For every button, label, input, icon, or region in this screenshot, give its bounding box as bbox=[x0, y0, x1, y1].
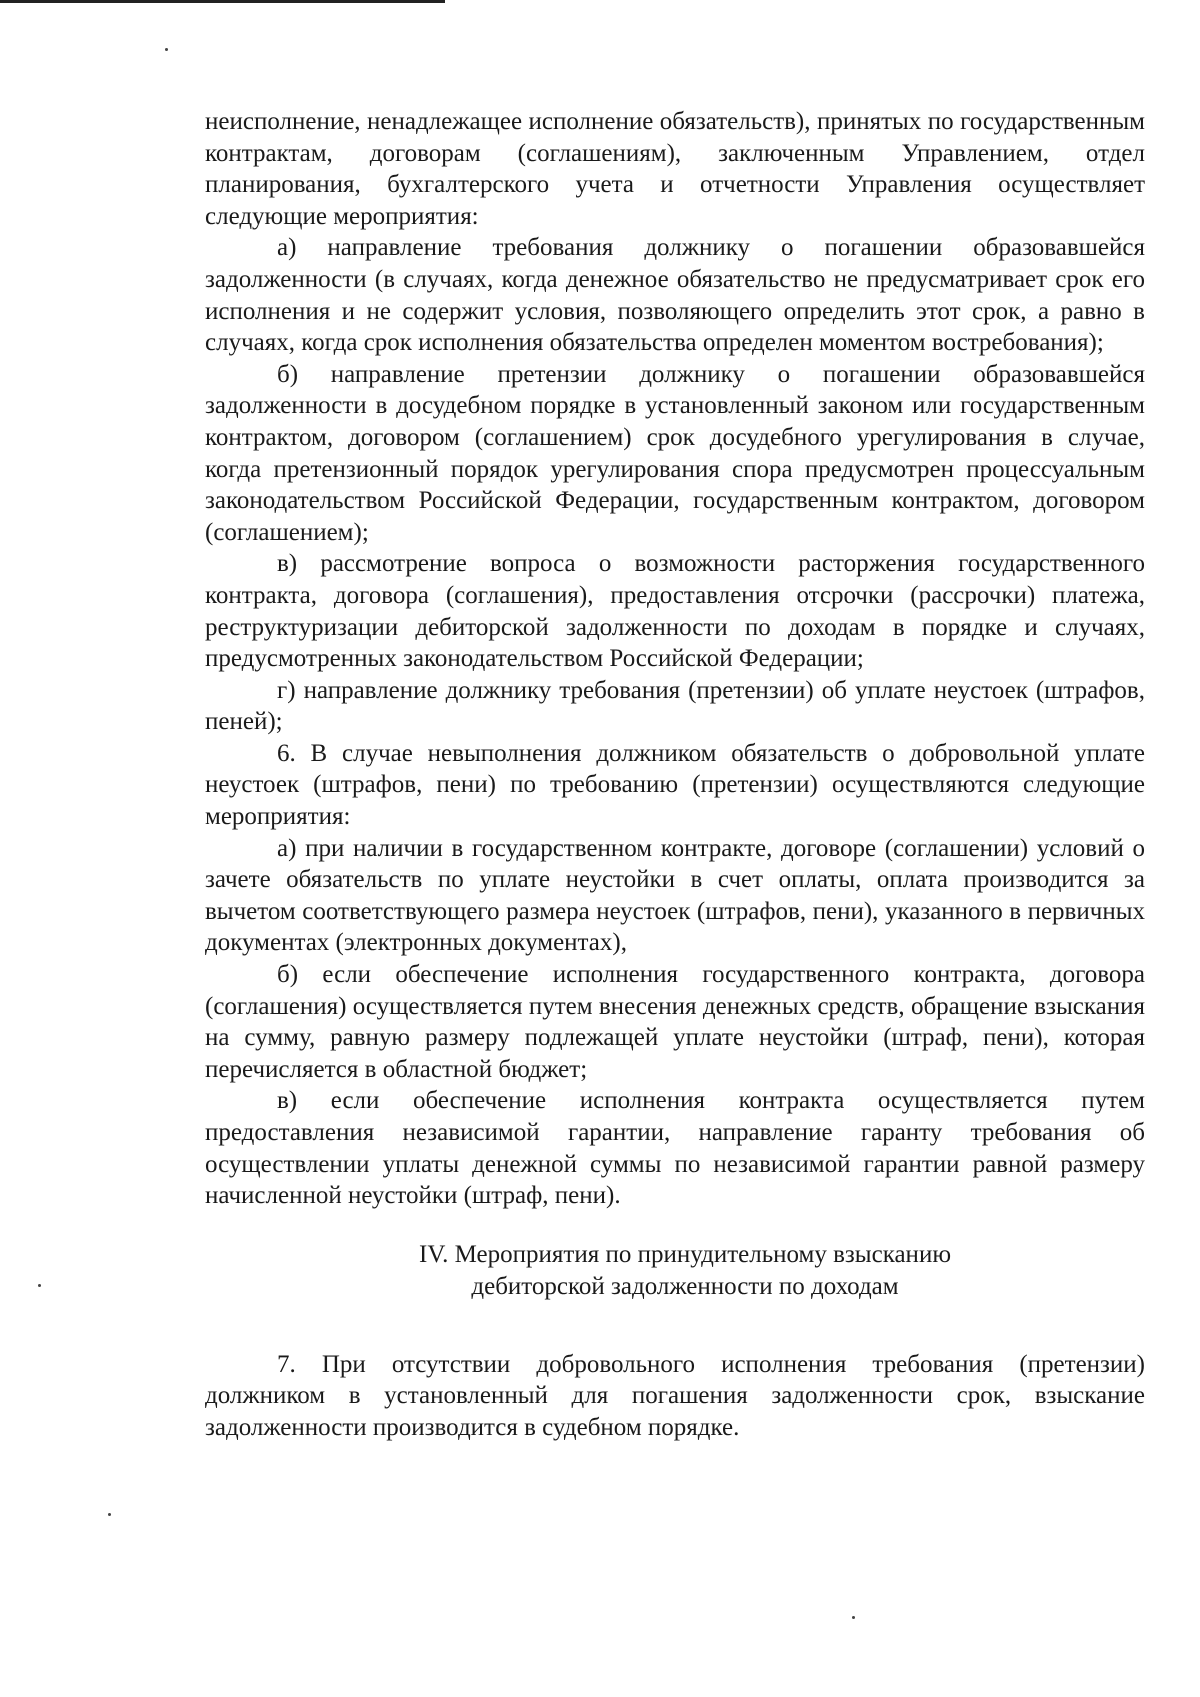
scan-speck bbox=[165, 48, 168, 51]
paragraph: 7. При отсутствии добровольного исполнения требования (претензии) должником в установленный для погашения задолженности срок, взыскание задолженности производится в судебном порядке. bbox=[205, 1350, 1145, 1441]
paragraph: а) направление требования должнику о погашении образовавшейся задолженности (в случаях, когда денежное обязательство не предусматривает срок его исполнения и не содержит условия, позволяющего определить этот срок, а равно в случаях, когда срок исполнения обязательства определен моментом востребования); bbox=[205, 234, 1145, 357]
paragraphs-after-section bbox=[205, 1349, 1145, 1444]
paragraph: неисполнение, ненадлежащее исполнение обязательств), принятых по государственным контрактам, договорам (соглашениям), заключенным Управлением, отдел планирования, бухгалтерского учета и отчетности Управления осуществляет следующие мероприятия: bbox=[205, 108, 1145, 230]
paragraphs-before-section bbox=[205, 106, 1145, 1212]
section-heading-iv bbox=[205, 1239, 1145, 1303]
paragraph: б) направление претензии должнику о погашении образовавшейся задолженности в досудебном порядке в установленный законом или государственным контрактом, договором (соглашением) срок досудебного урегулирования в случае, когда претензионный порядок урегулирования спора предусмотрен процессуальным законодательством Российской Федерации, государственным контрактом, договором (соглашением); bbox=[205, 360, 1145, 546]
paragraph: б) если обеспечение исполнения государственного контракта, договора (соглашения) осуществляется путем внесения денежных средств, обращение взыскания на сумму, равную размеру подлежащей уплате неустойки (штраф, пени), которая перечисляется в областной бюджет; bbox=[205, 961, 1145, 1083]
paragraph: а) при наличии в государственном контракте, договоре (соглашении) условий о зачете обязательств по уплате неустойки в счет оплаты, оплата производится за вычетом соответствующего размера неустоек (штрафов, пени), указанного в первичных документах (электронных документах), bbox=[205, 834, 1145, 957]
scan-speck bbox=[852, 1616, 855, 1619]
section-heading-line-1: IV. Мероприятия по принудительному взысканию bbox=[419, 1240, 951, 1268]
scan-speck bbox=[108, 1513, 111, 1516]
paragraph: в) рассмотрение вопроса о возможности расторжения государственного контракта, договора (соглашения), предоставления отсрочки (рассрочки) платежа, реструктуризации дебиторской задолженности по доходам в порядке и случаях, предусмотренных законодательством Российской Федерации; bbox=[205, 550, 1145, 673]
scan-speck bbox=[38, 1284, 41, 1287]
document-page bbox=[205, 106, 1145, 1444]
paragraph: в) если обеспечение исполнения контракта осуществляется путем предоставления независимой гарантии, направление гаранту требования об осуществлении уплаты денежной суммы по независимой гарантии равной размеру начисленной неустойки (штраф, пени). bbox=[205, 1087, 1145, 1210]
page-top-edge-line bbox=[0, 0, 445, 3]
paragraph: 6. В случае невыполнения должником обязательств о добровольной уплате неустоек (штрафов, пени) по требованию (претензии) осуществляются следующие мероприятия: bbox=[205, 739, 1145, 831]
paragraph: г) направление должнику требования (претензии) об уплате неустоек (штрафов, пеней); bbox=[205, 676, 1145, 736]
section-heading-line-2: дебиторской задолженности по доходам bbox=[471, 1272, 899, 1300]
